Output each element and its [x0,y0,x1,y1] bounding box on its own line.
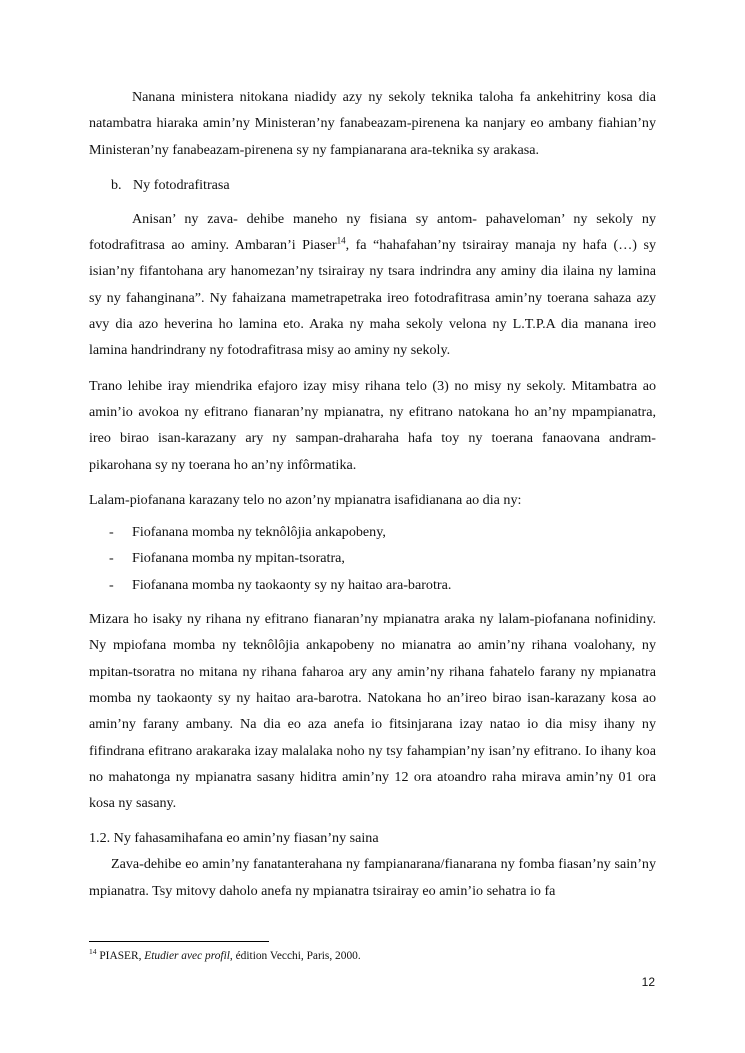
subheading-b [89,172,656,198]
footnote-title: Etudier avec profil [144,950,230,962]
footnote [89,948,361,964]
list-item [89,519,656,545]
list-item-text: Fiofanana momba ny taokaonty sy ny haitao ara-barotra. [132,576,452,593]
subheading-label: b. [111,176,122,193]
list-item-text: Fiofanana momba ny mpitan-tsoratra, [132,550,345,567]
training-list [89,519,656,598]
paragraph-2-end: , fa “hahafahan’ny tsirairay manaja ny hafa (…) sy isian’ny fifantohana ary hanomezan’ny tsirairay ny tsara indrindra any aminy dia ilaina ny lamina sy ny fahanginana”. Ny fahaizana mametrapetraka ireo fotodrafitrasa amin’ny toerana sahaza azy avy dia azo heverina ho lamina eto. Araka ny maha sekoly velona ny L.T.P.A dia manana ireo lamina handrindrany ny fotodrafitrasa misy ao aminy ny sekoly. [89,237,656,359]
list-bullet: - [109,550,114,567]
list-item [89,545,656,571]
paragraph-2-start: Anisan’ ny zava- dehibe maneho ny fisiana sy antom- pahaveloman’ ny sekoly ny fotodrafitrasa ao aminy. Ambaran’i Piaser [89,210,656,254]
list-bullet: - [109,576,114,593]
list-bullet: - [109,524,114,541]
subheading-title: Ny fotodrafitrasa [133,176,230,193]
paragraph-2 [89,206,656,364]
body-text [89,84,656,904]
page-number: 12 [641,975,655,989]
paragraph-1: Nanana ministera nitokana niadidy azy ny sekoly teknika taloha fa ankehitriny kosa dia natambatra hiaraka amin’ny Ministeran’ny fanabeazam-pirenena ka nanjary eo ambany fiahian’ny Ministeran’ny fanabeazam-pirenena sy ny fampianarana ara-teknika sy arakasa. [89,89,656,158]
footnote-number: 14 [89,947,97,957]
footnote-author: PIASER, [96,950,145,962]
paragraph-5: Mizara ho isaky ny rihana ny efitrano fianaran’ny mpianatra araka ny lalam-piofanana nofinidiny. Ny mpiofana momba ny teknôlôjia ankapobeny no mianatra ao amin’ny rihana voalohany, ny mpitan-tsoratra no mitana ny rihana faharoa ary any amin’ny rihana fahatelo farany ny mpianatra momba ny taokaonty sy ny haitao ara-barotra. Natokana ho an’ireo birao isan-karazany kosa ao amin’ny farany ambany. Na dia eo aza anefa io fitsinjarana izay natao io dia misy ihany ny fifindrana efitrano arakaraka izay malalaka noho ny tsy fahampian’ny isan’ny efitrano. Io ihany koa no mahatonga ny mpianatra sasany hiditra amin’ny 12 ora atoandro raha mirava amin’ny 01 ora kosa ny sasany. [89,611,656,812]
section-heading: 1.2. Ny fahasamihafana eo amin’ny fiasan’ny saina [89,830,379,847]
footnote-details: , édition Vecchi, Paris, 2000. [229,950,361,962]
paragraph-6: Zava-dehibe eo amin’ny fanatanterahana ny fampianarana/fianarana ny fomba fiasan’ny sain’ny mpianatra. Tsy mitovy daholo anefa ny mpianatra tsirairay eo amin’io sehatra io fa [89,856,656,899]
paragraph-4: Lalam-piofanana karazany telo no azon’ny mpianatra isafidianana ao dia ny: [89,491,522,508]
footnote-divider [89,941,269,942]
list-item-text: Fiofanana momba ny teknôlôjia ankapobeny, [132,524,386,541]
list-item [89,572,656,598]
paragraph-3: Trano lehibe iray miendrika efajoro izay misy rihana telo (3) no misy ny sekoly. Mitambatra ao amin’io avokoa ny efitrano fianaran’ny mpianatra, ny efitrano natokana ho an’ny mpampianatra, ireo birao isan-karazany ary ny sampan-draharaha hafa toy ny toerana fanaovana andram-pikarohana sy ny toerana ho an’ny infôrmatika. [89,377,656,473]
footnote-reference: 14 [336,235,346,246]
